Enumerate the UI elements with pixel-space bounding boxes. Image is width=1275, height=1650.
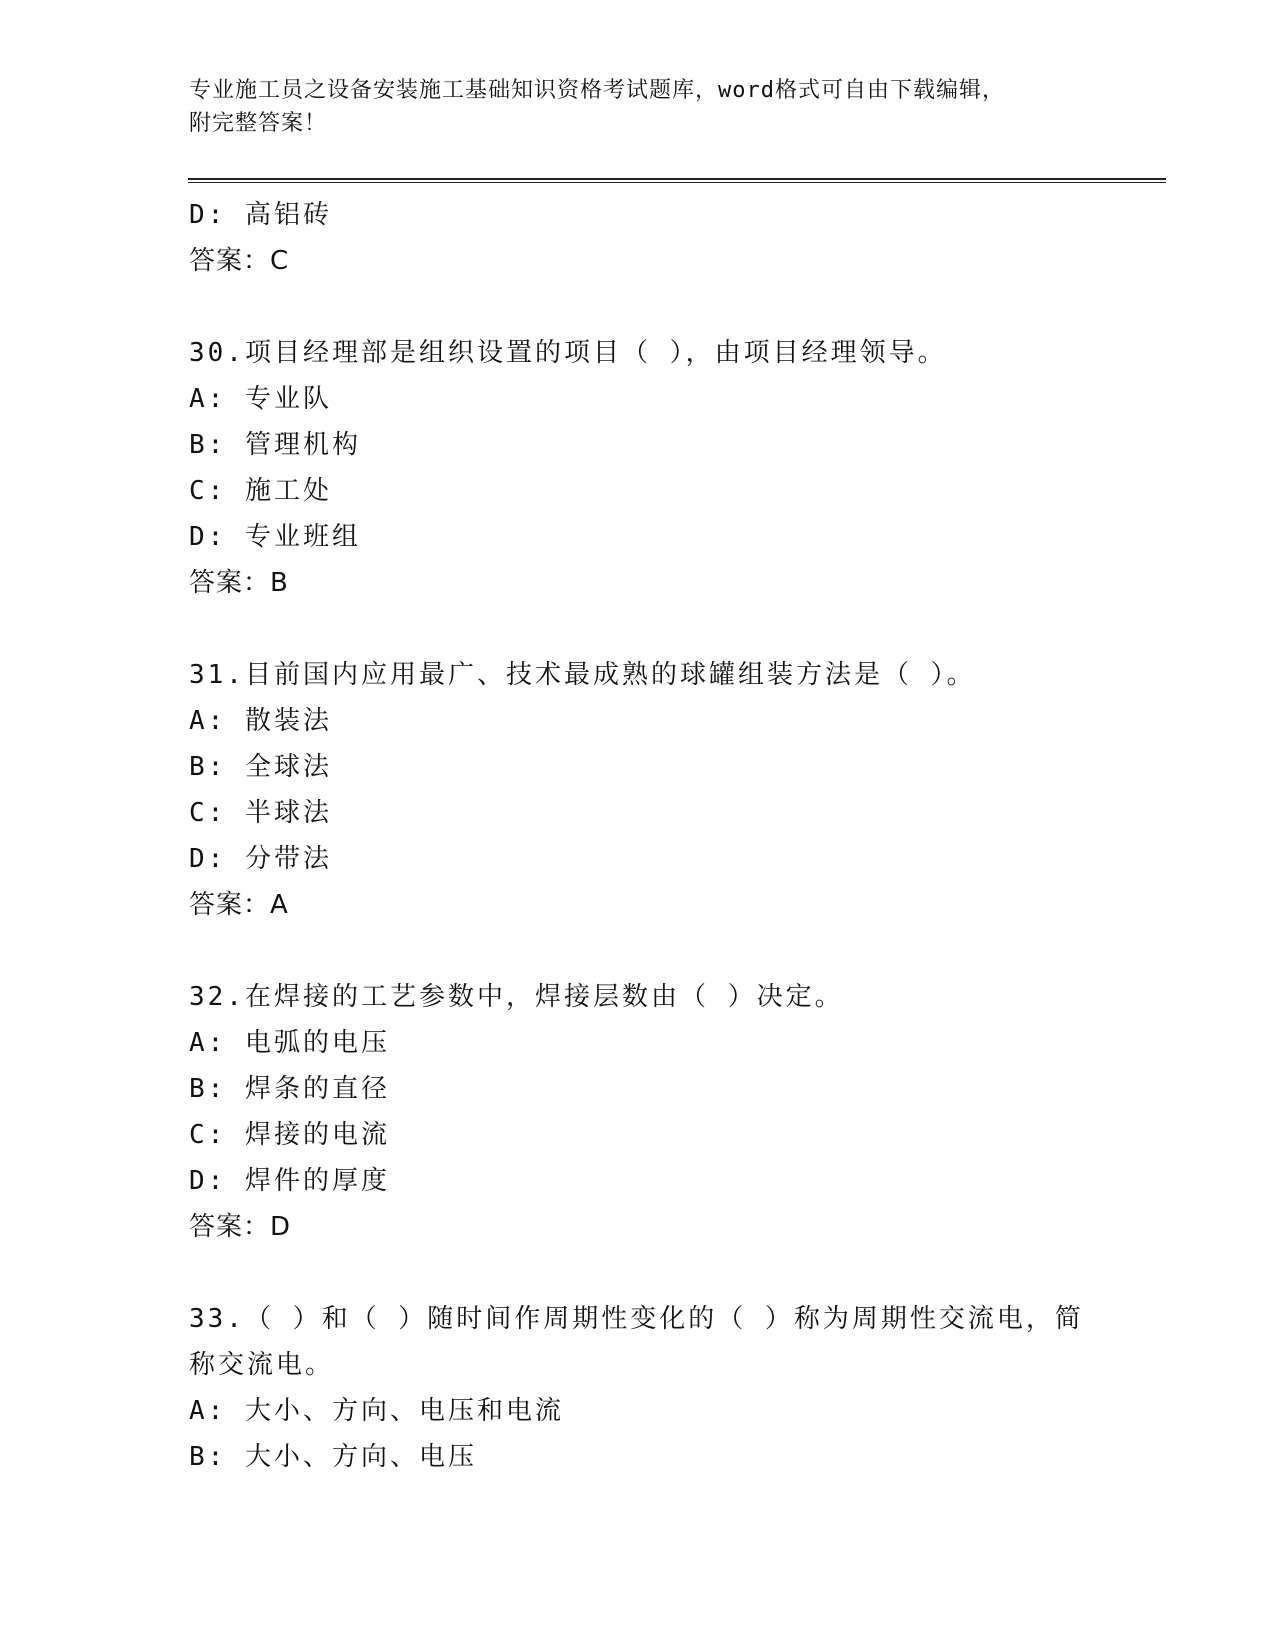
- question-31: [189, 652, 1089, 928]
- question-text: 30.项目经理部是组织设置的项目（ ），由项目经理领导。: [189, 338, 947, 368]
- question-30: [189, 330, 1089, 606]
- option-a: A: 散装法: [189, 706, 332, 736]
- option-d: D: 分带法: [189, 844, 332, 874]
- option-a: A: 大小、方向、电压和电流: [189, 1396, 564, 1426]
- option-d: D: 专业班组: [189, 522, 361, 552]
- option-a: A: 专业队: [189, 384, 332, 414]
- question-text-line-2: 称交流电。: [189, 1350, 335, 1380]
- question-32: [189, 974, 1089, 1250]
- option-c: C: 施工处: [189, 476, 332, 506]
- option-d: D: 高铝砖: [189, 200, 332, 230]
- option-d: D: 焊件的厚度: [189, 1166, 390, 1196]
- question-29-tail: [189, 192, 1089, 284]
- option-b: B: 大小、方向、电压: [189, 1442, 477, 1472]
- header-line-2: 附完整答案！: [189, 111, 328, 136]
- question-text: 32.在焊接的工艺参数中，焊接层数由（ ）决定。: [189, 982, 844, 1012]
- option-c: C: 焊接的电流: [189, 1120, 390, 1150]
- question-text: 31.目前国内应用最广、技术最成熟的球罐组装方法是（ ）。: [189, 660, 976, 690]
- document-body: [189, 192, 1089, 1480]
- option-a: A: 电弧的电压: [189, 1028, 390, 1058]
- question-text-line-1: 33.（ ）和（ ）随时间作周期性变化的（ ）称为周期性交流电，简: [189, 1304, 1084, 1334]
- option-b: B: 焊条的直径: [189, 1074, 390, 1104]
- header-line-1: 专业施工员之设备安装施工基础知识资格考试题库，word格式可自由下载编辑，: [189, 78, 1005, 103]
- answer: 答案：A: [189, 890, 289, 920]
- page-header: [189, 74, 1089, 140]
- answer: 答案：D: [189, 1212, 292, 1242]
- option-b: B: 全球法: [189, 752, 332, 782]
- answer: 答案：B: [189, 568, 289, 598]
- header-divider: [188, 178, 1166, 183]
- option-c: C: 半球法: [189, 798, 332, 828]
- answer: 答案：C: [189, 246, 290, 276]
- option-b: B: 管理机构: [189, 430, 361, 460]
- question-33: [189, 1296, 1089, 1480]
